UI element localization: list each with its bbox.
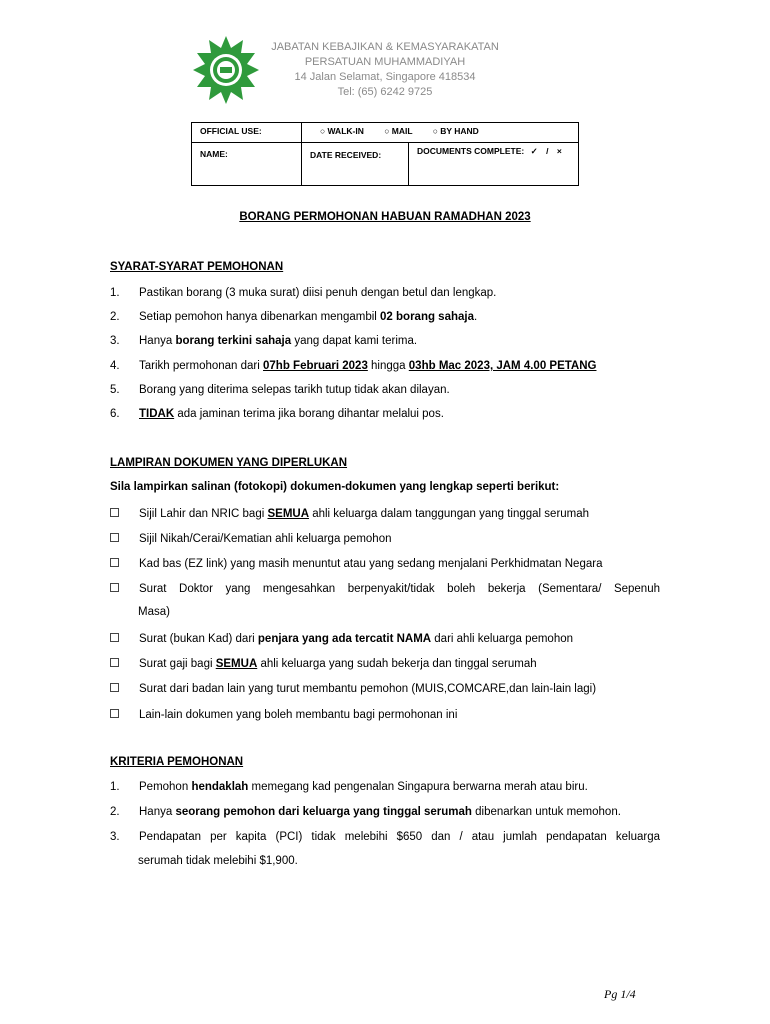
check-icon: ✓ — [530, 146, 538, 156]
date-received-cell[interactable]: DATE RECEIVED: — [302, 143, 409, 186]
checkbox-icon — [110, 532, 119, 547]
org-name-line2: PERSATUAN MUHAMMADIYAH — [304, 56, 466, 68]
checkbox-icon — [110, 682, 119, 697]
checkbox-icon — [110, 708, 119, 723]
org-tel: Tel: (65) 6242 9725 — [337, 86, 433, 98]
checkbox-icon — [110, 507, 119, 522]
syarat-heading: SYARAT-SYARAT PEMOHONAN — [110, 261, 284, 273]
lampiran-item-4-cont: Masa) — [138, 606, 170, 618]
lampiran-subheading: Sila lampirkan salinan (fotokopi) dokumen-dokumen yang lengkap seperti berikut: — [110, 481, 560, 493]
kriteria-item-3-cont: serumah tidak melebihi $1,900. — [138, 855, 298, 867]
lampiran-heading: LAMPIRAN DOKUMEN YANG DIPERLUKAN — [110, 457, 348, 469]
name-cell[interactable]: NAME: — [192, 143, 302, 186]
byhand-option[interactable]: ○ BY HAND — [432, 126, 479, 136]
submission-method-cell — [302, 123, 579, 143]
org-name-line1: JABATAN KEBAJIKAN & KEMASYARAKATAN — [271, 41, 499, 53]
checkbox-icon — [110, 657, 119, 672]
official-use-label: OFFICIAL USE: — [192, 123, 302, 143]
org-address: 14 Jalan Selamat, Singapore 418534 — [294, 71, 476, 83]
form-title: BORANG PERMOHONAN HABUAN RAMADHAN 2023 — [239, 211, 531, 223]
page-number: Pg 1/4 — [604, 987, 636, 1001]
official-use-table — [191, 122, 579, 186]
mail-option[interactable]: ○ MAIL — [384, 126, 413, 136]
checkbox-icon — [110, 557, 119, 572]
cross-icon: × — [556, 146, 562, 156]
documents-complete-cell[interactable]: DOCUMENTS COMPLETE: ✓ / × — [409, 143, 579, 186]
walkin-option[interactable]: ○ WALK-IN — [320, 126, 364, 136]
kriteria-heading: KRITERIA PEMOHONAN — [110, 756, 244, 768]
checkbox-icon — [110, 632, 119, 647]
checkbox-icon — [110, 582, 119, 597]
